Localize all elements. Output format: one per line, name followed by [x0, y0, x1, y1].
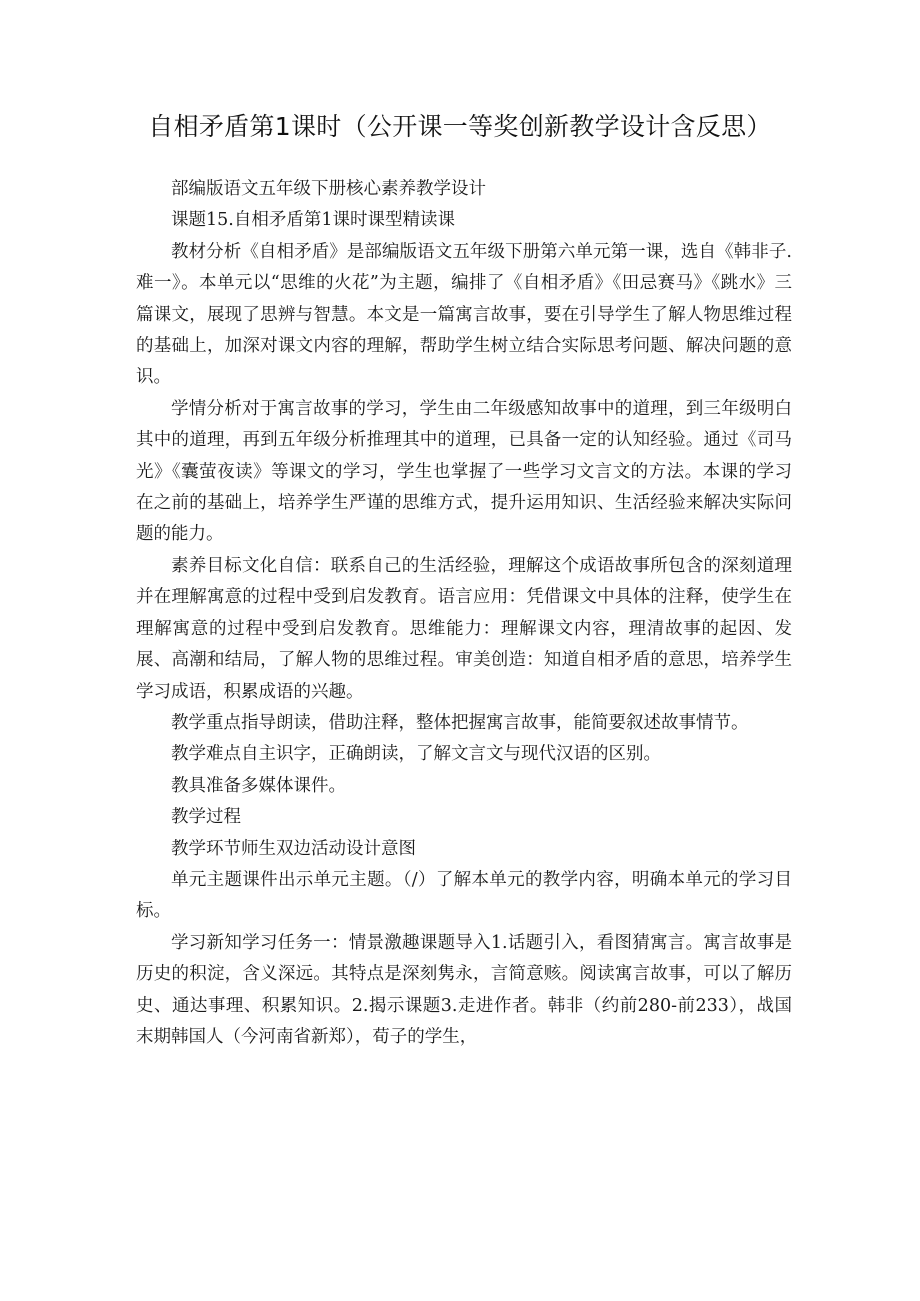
paragraph-material-analysis: 教材分析《自相矛盾》是部编版语文五年级下册第六单元第一课，选自《韩非子.难一》。本单元以“思维的火花”为主题，编排了《自相矛盾》《田忌赛马》《跳水》三篇课文，展现了思辨与智慧。本文是一篇寓言故事，要在引导学生了解人物思维过程的基础上，加深对课文内容的理解，帮助学生树立结合实际思考问题、解决问题的意识。 — [136, 241, 792, 388]
paragraph-teaching-aids: 教具准备多媒体课件。 — [171, 775, 346, 796]
document-body — [136, 174, 792, 1053]
paragraph-new-knowledge: 学习新知学习任务一：情景激趣课题导入1.话题引入，看图猜寓言。寓言故事是历史的积淀，含义深远。其特点是深刻隽永，言简意赅。阅读寓言故事，可以了解历史、通达事理、积累知识。2.揭示课题3.走进作者。韩非（约前280-前233），战国末期韩国人（今河南省新郑），荀子的学生， — [136, 932, 792, 1047]
heading-teaching-process: 教学过程 — [171, 807, 241, 828]
paragraph-literacy-goals: 素养目标文化自信：联系自己的生活经验，理解这个成语故事所包含的深刻道理并在理解寓意的过程中受到启发教育。语言应用：凭借课文中具体的注释，使学生在理解寓意的过程中受到启发教育。思维能力：理解课文内容，理清故事的起因、发展、高潮和结局，了解人物的思维过程。审美创造：知道自相矛盾的意思，培养学生学习成语，积累成语的兴趣。 — [136, 555, 792, 702]
paragraph-difficulties: 教学难点自主识字，正确朗读，了解文言文与现代汉语的区别。 — [171, 744, 661, 765]
paragraph-student-analysis: 学情分析对于寓言故事的学习，学生由二年级感知故事中的道理，到三年级明白其中的道理，再到五年级分析推理其中的道理，已具备一定的认知经验。通过《司马光》《囊萤夜读》等课文的学习，学生也掌握了一些学习文言文的方法。本课的学习在之前的基础上，培养学生严谨的思维方式，提升运用知识、生活经验来解决实际问题的能力。 — [136, 398, 792, 545]
subtitle-textbook: 部编版语文五年级下册核心素养教学设计 — [171, 179, 486, 199]
table-header-line: 教学环节师生双边活动设计意图 — [171, 838, 416, 859]
paragraph-key-points: 教学重点指导朗读，借助注释，整体把握寓言故事，能简要叙述故事情节。 — [171, 712, 749, 733]
document-title: 自相矛盾第1课时（公开课一等奖创新教学设计含反思） — [148, 112, 772, 141]
paragraph-unit-theme: 单元主题课件出示单元主题。（/）了解本单元的教学内容，明确本单元的学习目标。 — [136, 869, 792, 922]
lesson-topic: 课题15.自相矛盾第1课时课型精读课 — [171, 210, 455, 231]
